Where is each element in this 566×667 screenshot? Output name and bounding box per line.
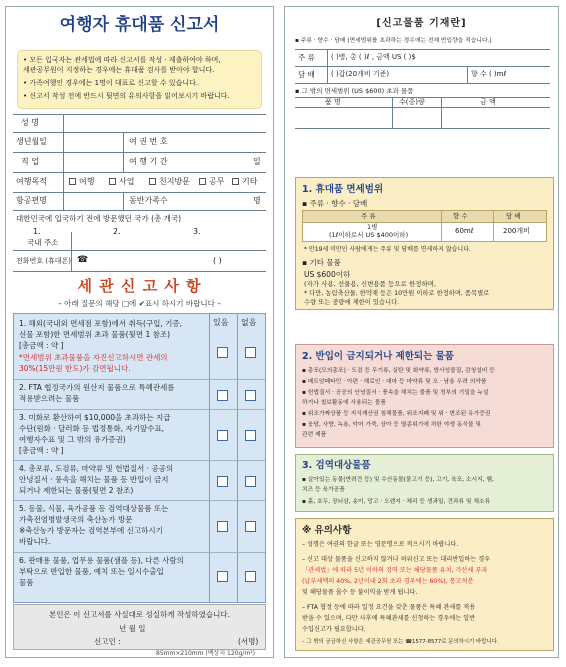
day-unit: 일 <box>253 157 261 166</box>
item5-yes-checkbox[interactable] <box>217 521 228 532</box>
item6-no-checkbox[interactable] <box>245 571 256 582</box>
declare-item-line: 가축전염병발생국의 축산농가 방문 <box>19 515 133 524</box>
purpose-option: 사업 <box>119 177 135 186</box>
notice-line: • 가족여행인 경우에는 1명이 대표로 신고할 수 있습니다. <box>23 79 199 87</box>
allowance-val-tobacco: 200개비 <box>503 227 530 235</box>
section1-other-line: US $600이하 <box>304 270 351 279</box>
section3-line: 치즈 등 육가공품 <box>302 487 345 493</box>
section2-title: 2. 반입이 금지되거나 제한되는 물품 <box>302 351 454 362</box>
phone-icon: ☎ <box>77 255 89 265</box>
address-field[interactable] <box>73 233 264 249</box>
declare-item-line: 바랍니다. <box>19 537 51 546</box>
section4-line: – 신고 대상 물품을 신고하지 않거나 허위신고 또는 대리반입하는 경우 <box>302 556 491 563</box>
section2-line: 하거나 첩보활동에 사용되는 물품 <box>302 400 386 406</box>
item-entry-row-header: ▪ 주류 · 향수 · 담배 (면세범위를 초과하는 경우에는 전체 반입량을 적습니다.) <box>295 38 492 44</box>
section2-line: ▪ 위조가짜상품 등 지식재산권 침해물품, 위조지폐 및 위 · 변조된 유가증권 <box>302 411 491 417</box>
section4-line: – 그 밖의 궁금하신 사항은 세관공무원 또는 ☎1577-8577로 문의하시기 바랍니다. <box>302 639 499 645</box>
allowance-val-perfume: 60mℓ <box>455 227 474 235</box>
liquor-fields: ( )병, 총 ( )ℓ , 금액 US ( )$ <box>331 53 416 61</box>
allowance-val-liquor: 1병 <box>367 223 378 231</box>
declare-item-red-note: 30%(15만원 한도)가 감면됩니다. <box>19 364 131 373</box>
item4-no-checkbox[interactable] <box>245 476 256 487</box>
item1-no-checkbox[interactable] <box>245 347 256 358</box>
item5-no-checkbox[interactable] <box>245 521 256 532</box>
section4-title: ※ 유의사항 <box>302 525 352 536</box>
section1-sub2: ▪ 기타 물품 <box>302 258 341 267</box>
birth-label: 생년월일 <box>16 137 47 146</box>
declare-item-line: [총금액 : 약 ] <box>19 341 64 350</box>
tobacco-fields: ( )갑(20개비 기준) <box>331 70 390 78</box>
declare-item-line: 안녕질서 · 풍속을 해치는 물품 등 반입이 금지 <box>19 475 169 484</box>
section4-line: (납부세액의 40%, 2년이내 2회 초과 경우에는 60%), 통고처분 <box>302 578 474 585</box>
section3-line: ▪ 흙, 호두, 장뇌삼, 송이, 망고 · 오렌지 · 체리 등 생과일, 견과류 및 채소류 <box>302 499 491 505</box>
item-entry-table <box>295 49 550 129</box>
section2-line: ▪ 웅담, 사향, 녹용, 악어 가죽, 상아 등 멸종위기에 처한 야생 동식물 및 <box>302 422 482 428</box>
declare-item-line: 적용받으려는 물품 <box>19 394 80 403</box>
quarantine-items-section <box>295 454 554 512</box>
section2-line: ▪ 메트암페타민 · 아편 · 해로인 · 대마 등 마약류 및 오 · 남용 우려 의약품 <box>302 379 487 385</box>
allowance-col-tobacco: 담 배 <box>506 212 521 220</box>
declare-item-line: 3. 미화로 환산하여 $10,000을 초과하는 지급 <box>19 413 171 422</box>
phone-paren: ( ) <box>213 256 222 265</box>
section1-other-line: * 다만, 농림축산물, 한약재 등은 10만원 이하로 한정하며, 품목별로 <box>304 290 490 297</box>
section4-line: 「관세법」에 따라 5년 이하의 징역 또는 해당물품 유치, 가산세 부과 <box>302 567 488 574</box>
purpose-checkbox-travel[interactable] <box>69 178 76 185</box>
section1-title: 1. 휴대품 면세범위 <box>302 184 384 195</box>
phone-label: 전화번호 (휴대폰) <box>16 257 72 265</box>
liquor-label: 주 류 <box>298 53 315 62</box>
prohibited-items-section <box>295 344 554 448</box>
col-item-name: 품 명 <box>325 98 341 106</box>
allowance-table <box>302 210 547 242</box>
declare-item-line: ※축산농가 방문자는 검역본부에 신고하시기 <box>19 526 163 535</box>
passport-label: 여 권 번 호 <box>129 137 168 146</box>
notice-line: • 모든 입국자는 관세법에 따라 신고서를 작성 · 제출하여야 하며, <box>23 56 221 64</box>
declare-item-line: 6. 판매용 물품, 업무용 물품(샘플 등), 다른 사람의 <box>19 556 184 565</box>
job-field[interactable] <box>65 154 121 170</box>
section1-sub1: ▪ 주류 · 향수 · 담배 <box>302 199 368 208</box>
item6-yes-checkbox[interactable] <box>217 571 228 582</box>
purpose-option: 여행 <box>79 177 95 186</box>
declare-item-red-note: *면세범위 초과물품을 자진신고하시면 관세의 <box>19 353 168 362</box>
declare-item-line: 되거나 제한되는 물품(뒷면 2 참조) <box>19 486 134 495</box>
allowance-col-liquor: 주 류 <box>361 212 376 220</box>
section2-line: ▪ 총포(모의총포) · 도검 등 무기류, 실탄 및 화약류, 방사성물질, 감청설비 등 <box>302 368 495 374</box>
visited-countries-label: 대한민국에 입국하기 전에 방문했던 국가 (총 개국) <box>16 214 182 223</box>
paper-spec: 85mm×210mm (백상지 120g/m²) <box>156 650 255 657</box>
visited-num: 1. <box>33 227 41 236</box>
section1-other-line: 수량 또는 중량에 제한이 있습니다. <box>304 299 400 306</box>
section1-other-line: (자가 사용, 선물용, 신변용품 등으로 한정하며, <box>304 280 437 288</box>
form-title: 여행자 휴대품 신고서 <box>59 15 220 35</box>
declare-item-line: 1. 해외(국내외 면세점 포함)에서 취득(구입, 기증, <box>19 319 183 328</box>
section4-line: – 성명은 여권의 한글 또는 영문명으로 적으시기 바랍니다. <box>302 541 459 548</box>
signature-seal: (서명) <box>238 637 259 646</box>
declare-item-line: 물품 <box>19 578 34 587</box>
allowance-col-perfume: 향 수 <box>453 212 468 220</box>
col-amount: 금 액 <box>480 98 496 106</box>
flight-field[interactable] <box>65 194 121 209</box>
item2-yes-checkbox[interactable] <box>217 390 228 401</box>
purpose-option: 기타 <box>242 177 258 186</box>
section4-line: 수입신고가 필요합니다. <box>302 626 366 633</box>
tobacco-label: 담 배 <box>298 70 315 79</box>
section2-line: 관련 제품 <box>302 432 327 438</box>
notice-line: • 신고서 작성 전에 반드시 뒷면의 유의사항을 읽어보시기 바랍니다. <box>23 92 230 100</box>
item1-yes-checkbox[interactable] <box>217 347 228 358</box>
purpose-option: 공무 <box>209 177 225 186</box>
signature-field[interactable] <box>129 635 234 648</box>
perfume-fields: 향 수 ( )mℓ <box>471 70 507 78</box>
declaration-back-panel <box>284 6 559 658</box>
purpose-checkbox-other[interactable] <box>232 178 239 185</box>
purpose-checkbox-business[interactable] <box>109 178 116 185</box>
section1-note: * 만19세 미만인 사람에게는 주류 및 담배를 면세하지 않습니다. <box>304 246 471 253</box>
purpose-checkbox-visit[interactable] <box>149 178 156 185</box>
section4-line: – FTA 협정 등에 따라 일정 요건을 갖춘 물품은 특혜 관세를 적용 <box>302 604 476 611</box>
declare-item-line: [총금액 : 약 ] <box>19 446 64 455</box>
section4-line: 및 해당물품 몰수 등 불이익을 받게 됩니다. <box>302 589 418 596</box>
job-label: 직 업 <box>21 157 39 166</box>
notice-line: 세관공무원이 지정하는 경우에는 휴대품 검사를 받아야 합니다. <box>23 66 215 74</box>
signature-box <box>13 604 266 650</box>
cautions-section <box>295 518 554 651</box>
notice-box <box>17 50 262 109</box>
name-label: 성 명 <box>21 118 39 127</box>
signer-label: 신고인 : <box>94 637 121 646</box>
purpose-label: 여행목적 <box>16 177 47 186</box>
visited-num: 3. <box>193 227 201 236</box>
col-quantity: 수(중)량 <box>399 98 425 106</box>
section3-title: 3. 검역대상물품 <box>302 460 371 471</box>
no-column-header: 없음 <box>241 318 257 327</box>
declare-item-line: 2. FTA 협정국가의 원산지 물품으로 특혜관세를 <box>19 383 175 392</box>
signature-statement: 본인은 이 신고서를 사실대로 성실하게 작성하였습니다. <box>49 610 230 619</box>
section2-line: ▪ 헌법질서 · 공공의 안녕질서 · 풍속을 해치는 물품 및 정부의 기밀을 누설 <box>302 390 489 396</box>
item2-no-checkbox[interactable] <box>245 390 256 401</box>
duty-free-allowance-section <box>295 177 554 310</box>
declare-item-line: 수단(원화 · 달러화 등 법정통화, 자기앞수표, <box>19 424 165 433</box>
name-field[interactable] <box>65 115 264 131</box>
declare-item-line: 4. 총포류, 도검류, 마약류 및 헌법질서 · 공공의 <box>19 464 174 473</box>
declaration-front-panel <box>5 6 274 658</box>
item3-no-checkbox[interactable] <box>245 430 256 441</box>
allowance-val-liquor-note: (1ℓ이하로서 US $400이하) <box>329 231 409 239</box>
declare-item-line: 여행자수표 및 그 밖의 유가증권) <box>19 435 126 444</box>
other-items-row-header: ▪ 그 밖의 면세범위 (US $600) 초과 물품 <box>295 87 414 95</box>
visited-num: 2. <box>113 227 121 236</box>
declare-item-line: 5. 동물, 식물, 육가공품 등 검역대상물품 또는 <box>19 504 169 513</box>
item3-yes-checkbox[interactable] <box>217 430 228 441</box>
period-label: 여 행 기 간 <box>129 157 168 166</box>
declare-item-line: 선물 포함)한 면세범위 초과 물품(뒷면 1 참조) <box>19 330 171 339</box>
passport-field[interactable] <box>183 134 263 150</box>
section4-line: 받을 수 있으며, 다만 사후에 특혜관세를 신청하는 경우에는 일반 <box>302 615 476 622</box>
family-unit: 명 <box>253 196 261 205</box>
declare-box <box>13 313 266 603</box>
declare-subtitle: – 아래 질문의 해당 □에 ✔표시 하시기 바랍니다 – <box>57 299 222 308</box>
purpose-option: 친지방문 <box>159 177 190 186</box>
item-entry-title: [신고물품 기재란] <box>376 18 467 29</box>
address-label: 국내 주소 <box>27 238 59 247</box>
family-label: 동반가족수 <box>129 196 168 205</box>
traveller-info-form <box>13 114 266 272</box>
birth-field[interactable] <box>65 134 121 150</box>
declare-title: 세 관 신 고 사 항 <box>77 277 202 295</box>
yes-column-header: 있음 <box>213 318 229 327</box>
flight-label: 항공편명 <box>16 196 47 205</box>
declare-item-line: 부탁으로 반입한 물품, 예치 또는 일시수출입 <box>19 567 164 576</box>
section3-line: ▪ 살아있는 동물(반려견 등) 및 수산동물(물고기 등), 고기, 육포, 소시지, 햄, <box>302 477 494 483</box>
item4-yes-checkbox[interactable] <box>217 476 228 487</box>
purpose-checkbox-official[interactable] <box>199 178 206 185</box>
signature-date: 년 월 일 <box>119 624 146 633</box>
